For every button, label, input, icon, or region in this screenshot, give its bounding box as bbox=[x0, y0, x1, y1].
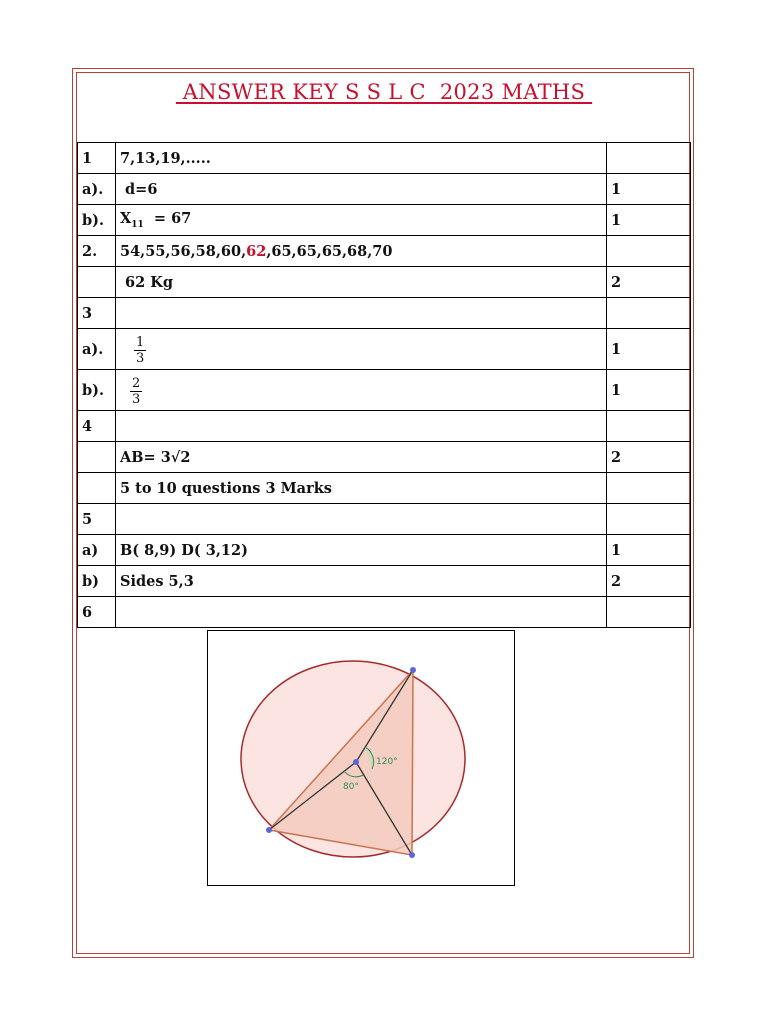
fraction-numerator: 1 bbox=[136, 334, 145, 350]
vertex-point bbox=[409, 852, 415, 858]
question-number: b). bbox=[78, 205, 116, 236]
median-highlight: 62 bbox=[246, 242, 267, 260]
circle-triangle-diagram bbox=[208, 631, 514, 885]
answer-text: = 67 bbox=[143, 210, 192, 228]
marks-cell: 1 bbox=[607, 205, 691, 236]
center-point bbox=[353, 759, 359, 765]
answer-cell bbox=[116, 370, 607, 411]
answer-cell: 7,13,19,..... bbox=[116, 143, 607, 174]
page-title: ANSWER KEY S S L C 2023 MATHS bbox=[175, 80, 593, 104]
question-number: 3 bbox=[78, 298, 116, 329]
answer-cell bbox=[116, 298, 607, 329]
answer-cell bbox=[116, 411, 607, 442]
table-row bbox=[78, 236, 691, 267]
table-row bbox=[78, 205, 691, 236]
answer-cell: AB= 3√2 bbox=[116, 442, 607, 473]
question-number: a) bbox=[78, 535, 116, 566]
answer-cell bbox=[116, 329, 607, 370]
vertex-point bbox=[410, 667, 416, 673]
answer-text: 54,55,56,58,60, bbox=[120, 242, 247, 260]
answer-cell bbox=[116, 236, 607, 267]
answer-text: d=6 bbox=[120, 180, 158, 198]
table-row bbox=[78, 329, 691, 370]
table-row bbox=[78, 267, 691, 298]
marks-cell: 1 bbox=[607, 370, 691, 411]
question-number: 5 bbox=[78, 504, 116, 535]
geometry-figure bbox=[207, 630, 515, 886]
fraction bbox=[134, 335, 146, 366]
answer-cell bbox=[116, 504, 607, 535]
answer-subscript: 11 bbox=[131, 219, 144, 230]
angle-label-center: 120° bbox=[376, 757, 398, 767]
answer-cell: 5 to 10 questions 3 Marks bbox=[116, 473, 607, 504]
question-number bbox=[78, 267, 116, 298]
marks-cell bbox=[607, 597, 691, 628]
marks-cell: 1 bbox=[607, 329, 691, 370]
answer-cell bbox=[116, 597, 607, 628]
answer-cell bbox=[116, 174, 607, 205]
answer-cell bbox=[116, 205, 607, 236]
marks-cell: 2 bbox=[607, 442, 691, 473]
marks-cell bbox=[607, 298, 691, 329]
vertex-point bbox=[266, 827, 272, 833]
question-number: 6 bbox=[78, 597, 116, 628]
question-number: b) bbox=[78, 566, 116, 597]
answer-cell bbox=[116, 267, 607, 298]
marks-cell: 2 bbox=[607, 566, 691, 597]
marks-cell bbox=[607, 504, 691, 535]
fraction-denominator: 3 bbox=[132, 391, 141, 407]
marks-cell: 1 bbox=[607, 174, 691, 205]
table-row bbox=[78, 174, 691, 205]
question-number: 4 bbox=[78, 411, 116, 442]
answer-cell: Sides 5,3 bbox=[116, 566, 607, 597]
table-row bbox=[78, 473, 691, 504]
table-row bbox=[78, 442, 691, 473]
question-number: a). bbox=[78, 329, 116, 370]
marks-cell bbox=[607, 143, 691, 174]
fraction-numerator: 2 bbox=[132, 375, 141, 391]
answer-text: 62 Kg bbox=[120, 273, 174, 291]
angle-label-lower: 80° bbox=[343, 782, 359, 792]
answer-key-table bbox=[77, 142, 691, 628]
question-number: 1 bbox=[78, 143, 116, 174]
table-row bbox=[78, 597, 691, 628]
fraction bbox=[130, 376, 142, 407]
marks-cell: 1 bbox=[607, 535, 691, 566]
table-row bbox=[78, 143, 691, 174]
table-row bbox=[78, 504, 691, 535]
fraction-denominator: 3 bbox=[136, 350, 145, 366]
question-number bbox=[78, 442, 116, 473]
question-number: 2. bbox=[78, 236, 116, 267]
table-row bbox=[78, 566, 691, 597]
marks-cell bbox=[607, 473, 691, 504]
answer-variable: X bbox=[120, 210, 132, 228]
answer-text: ,65,65,65,68,70 bbox=[266, 242, 393, 260]
table-row bbox=[78, 411, 691, 442]
table-row bbox=[78, 298, 691, 329]
table-row bbox=[78, 370, 691, 411]
question-number: b). bbox=[78, 370, 116, 411]
question-number bbox=[78, 473, 116, 504]
marks-cell bbox=[607, 411, 691, 442]
marks-cell: 2 bbox=[607, 267, 691, 298]
answer-cell: B( 8,9) D( 3,12) bbox=[116, 535, 607, 566]
marks-cell bbox=[607, 236, 691, 267]
question-number: a). bbox=[78, 174, 116, 205]
table-row bbox=[78, 535, 691, 566]
